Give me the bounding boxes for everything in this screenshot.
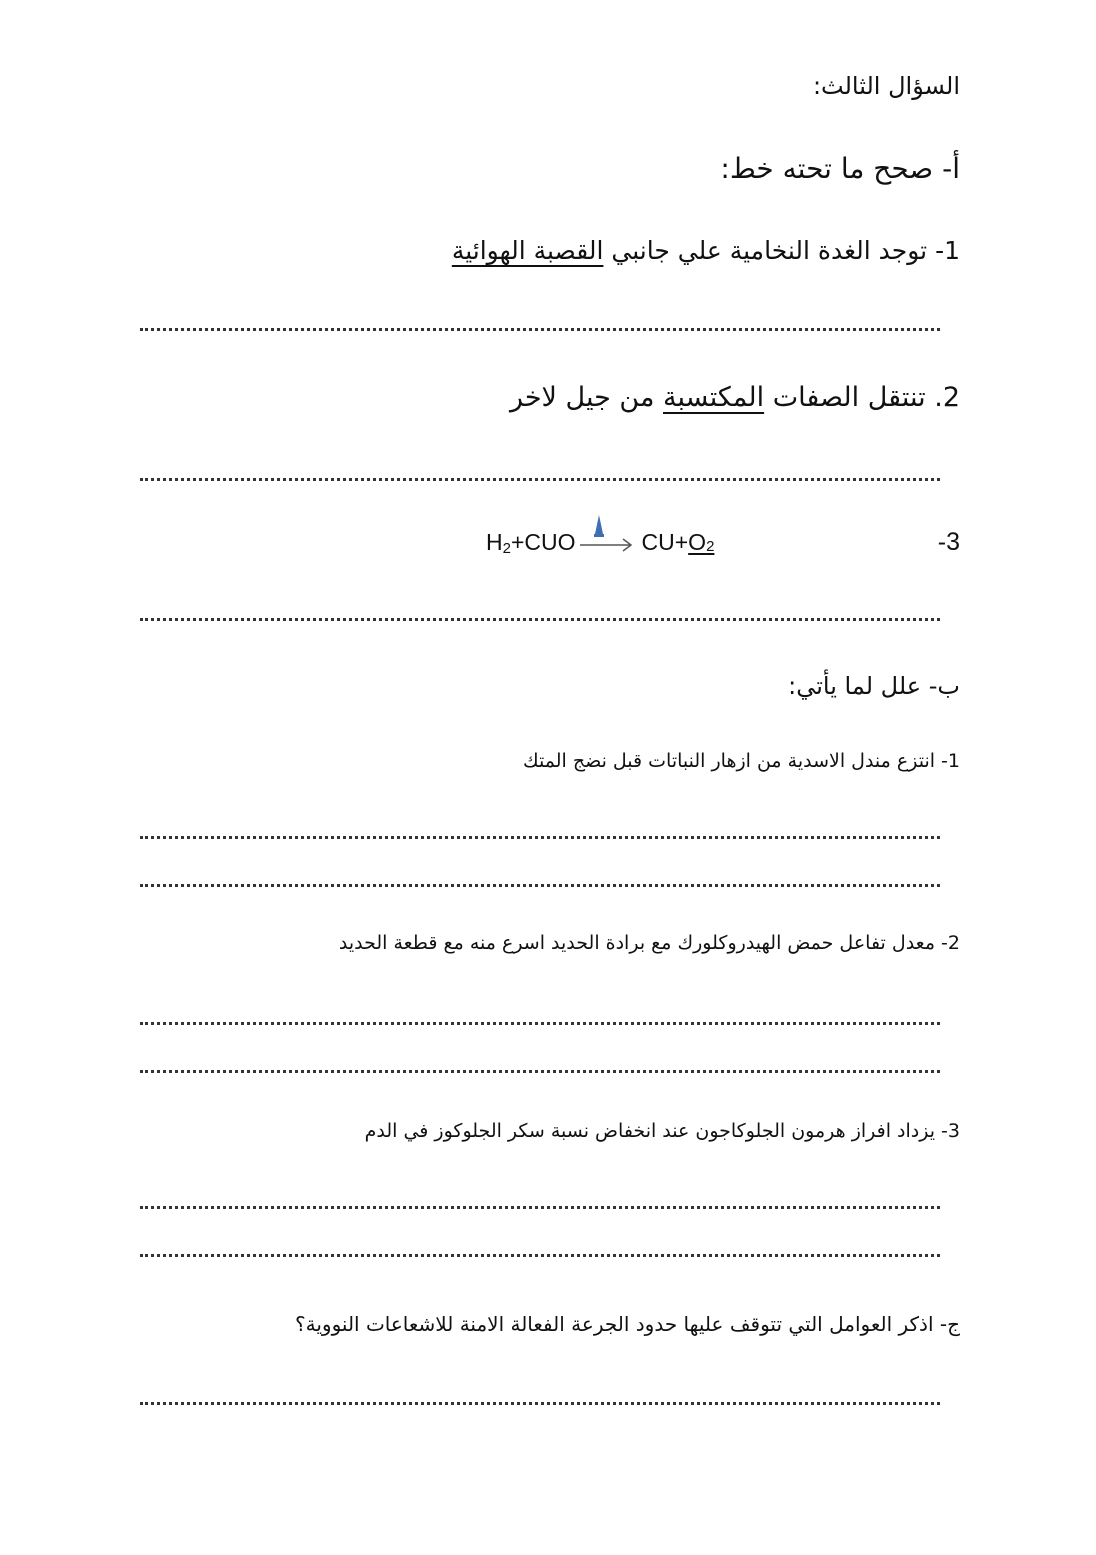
section-b-item-3: 3- يزداد افراز هرمون الجلوكاجون عند انخفاض نسبة سكر الجلوكوز في الدم — [364, 1120, 960, 1142]
section-c-title: ج- اذكر العوامل التي تتوقف عليها حدود الجرعة الفعالة الامنة للاشعاعات النووية؟ — [295, 1312, 960, 1336]
chemical-equation — [486, 512, 714, 556]
answer-line — [140, 328, 940, 331]
answer-line — [140, 836, 940, 839]
question-title: السؤال الثالث: — [812, 72, 960, 100]
reactant-2: +CUO — [510, 529, 576, 555]
heat-icon — [594, 515, 604, 537]
reactant-1: H — [486, 529, 503, 555]
reactant-1-subscript: 2 — [502, 540, 511, 557]
product-1: CU+ — [641, 529, 689, 555]
answer-line — [140, 1022, 940, 1025]
product-2-underlined — [688, 529, 714, 556]
item-1-text: 1- توجد الغدة النخامية علي جانبي — [603, 236, 960, 265]
item-1-underlined: القصبة الهوائية — [451, 236, 604, 265]
section-a-item-2 — [510, 382, 960, 413]
reaction-arrow — [580, 512, 638, 556]
item-2-suffix: من جيل لاخر — [509, 382, 663, 413]
section-b-item-2: 2- معدل تفاعل حمض الهيدروكلورك مع برادة الحديد اسرع منه مع قطعة الحديد — [338, 932, 960, 954]
product-2-subscript: 2 — [706, 538, 715, 555]
section-b-item-1: 1- انتزع مندل الاسدية من ازهار النباتات قبل نضج المتك — [523, 750, 960, 772]
product-2: O — [688, 529, 707, 555]
answer-line — [140, 478, 940, 481]
answer-line — [140, 618, 940, 621]
answer-line — [140, 1254, 940, 1257]
section-a-title: أ- صحح ما تحته خط: — [720, 152, 960, 185]
answer-line — [140, 1402, 940, 1405]
item-3-number: -3 — [937, 528, 960, 556]
section-b-title: ب- علل لما يأتي: — [788, 672, 960, 700]
item-2-underlined: المكتسبة — [663, 382, 765, 413]
answer-line — [140, 884, 940, 887]
answer-line — [140, 1206, 940, 1209]
item-2-text: 2. تنتقل الصفات — [764, 382, 960, 413]
answer-line — [140, 1070, 940, 1073]
section-a-item-1 — [452, 236, 960, 265]
